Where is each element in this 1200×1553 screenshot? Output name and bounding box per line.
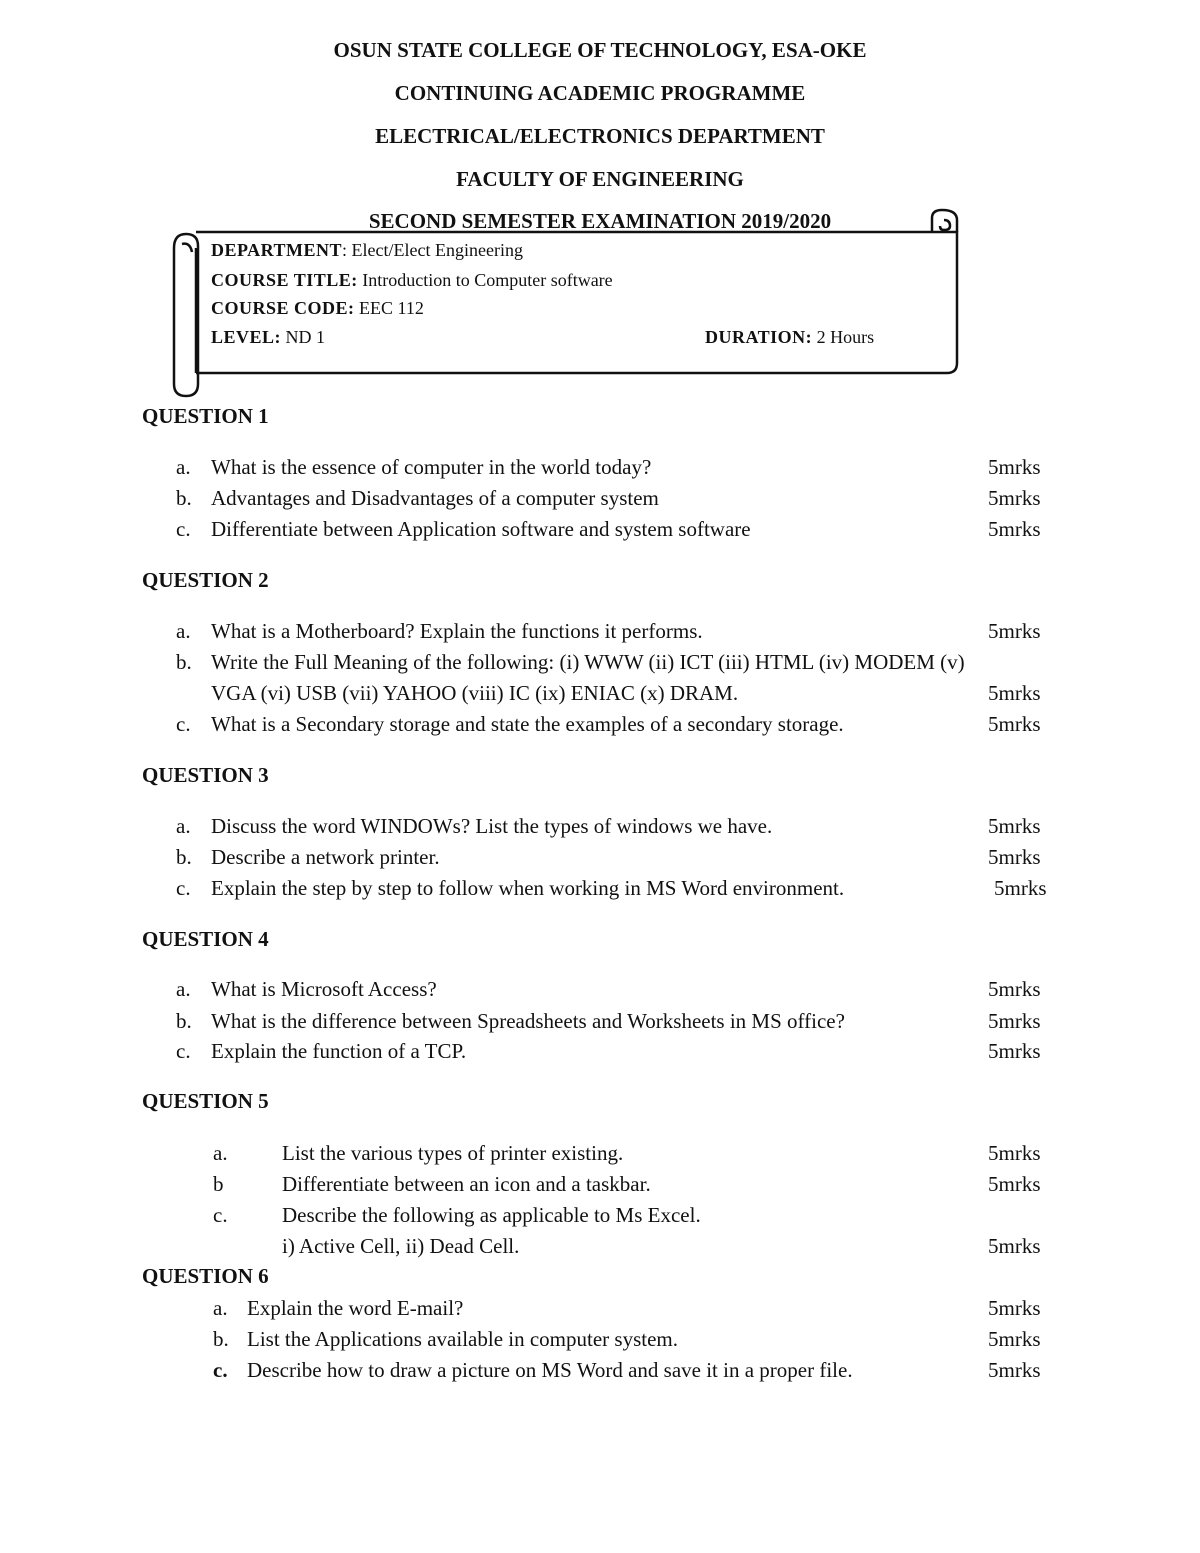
question-5a-label: a. [213, 1141, 228, 1165]
question-4-title: QUESTION 4 [142, 927, 269, 951]
question-3c-marks: 5mrks [994, 876, 1047, 900]
programme-name: CONTINUING ACADEMIC PROGRAMME [394, 81, 806, 105]
department-name: ELECTRICAL/ELECTRONICS DEPARTMENT [375, 124, 825, 148]
question-3c-label: c. [176, 876, 191, 900]
info-level-value: ND 1 [281, 327, 326, 347]
question-3b-marks: 5mrks [988, 845, 1041, 869]
question-5a-marks: 5mrks [988, 1141, 1041, 1165]
question-5-title: QUESTION 5 [142, 1089, 269, 1113]
question-2c-marks: 5mrks [988, 712, 1041, 736]
question-5c-text: Describe the following as applicable to Ms Excel. [282, 1203, 701, 1227]
info-course-title-value: Introduction to Computer software [357, 270, 613, 290]
question-4a-text: What is Microsoft Access? [211, 977, 437, 1001]
info-duration-label: DURATION: [705, 327, 813, 347]
question-4c-marks: 5mrks [988, 1039, 1041, 1063]
info-course-title [211, 270, 613, 291]
question-6c-label: c. [213, 1358, 228, 1382]
question-4b-text: What is the difference between Spreadsheets and Worksheets in MS office? [211, 1009, 845, 1033]
college-name: OSUN STATE COLLEGE OF TECHNOLOGY, ESA-OKE [333, 38, 867, 62]
question-4b-label: b. [176, 1009, 192, 1033]
info-department-label: DEPARTMENT [211, 240, 343, 260]
question-2c-text: What is a Secondary storage and state the examples of a secondary storage. [211, 712, 844, 736]
question-6a-label: a. [213, 1296, 228, 1320]
question-6c-marks: 5mrks [988, 1358, 1041, 1382]
info-level [211, 327, 325, 348]
question-5b-marks: 5mrks [988, 1172, 1041, 1196]
info-department [211, 240, 523, 261]
question-2b-text-line2: VGA (vi) USB (vii) YAHOO (viii) IC (ix) ENIAC (x) DRAM. [211, 681, 739, 705]
info-course-code-label: COURSE CODE: [211, 298, 355, 318]
info-course-title-label: COURSE TITLE: [211, 270, 358, 290]
info-duration [705, 327, 874, 348]
question-2b-label: b. [176, 650, 192, 674]
question-1b-marks: 5mrks [988, 486, 1041, 510]
question-1a-label: a. [176, 455, 191, 479]
question-4a-label: a. [176, 977, 191, 1001]
question-3b-text: Describe a network printer. [211, 845, 440, 869]
question-6a-marks: 5mrks [988, 1296, 1041, 1320]
question-2a-label: a. [176, 619, 191, 643]
question-3a-marks: 5mrks [988, 814, 1041, 838]
info-duration-value: 2 Hours [812, 327, 875, 347]
question-3a-text: Discuss the word WINDOWs? List the types of windows we have. [211, 814, 773, 838]
question-2b-text: Write the Full Meaning of the following: (i) WWW (ii) ICT (iii) HTML (iv) MODEM (v) [211, 650, 965, 674]
question-5c-marks: 5mrks [988, 1234, 1041, 1258]
question-3-title: QUESTION 3 [142, 763, 269, 787]
faculty-name: FACULTY OF ENGINEERING [456, 167, 744, 191]
question-2b-marks: 5mrks [988, 681, 1041, 705]
question-1a-text: What is the essence of computer in the world today? [211, 455, 652, 479]
question-1-title: QUESTION 1 [142, 404, 269, 428]
question-2a-text: What is a Motherboard? Explain the functions it performs. [211, 619, 703, 643]
question-6c-text: Describe how to draw a picture on MS Word and save it in a proper file. [247, 1358, 853, 1382]
question-5c-text-line2: i) Active Cell, ii) Dead Cell. [282, 1234, 520, 1258]
question-6b-label: b. [213, 1327, 229, 1351]
question-3b-label: b. [176, 845, 192, 869]
question-2-title: QUESTION 2 [142, 568, 269, 592]
info-course-code-value: EEC 112 [354, 298, 424, 318]
question-6a-text: Explain the word E-mail? [247, 1296, 464, 1320]
question-4c-label: c. [176, 1039, 191, 1063]
question-4c-text: Explain the function of a TCP. [211, 1039, 467, 1063]
question-6-title: QUESTION 6 [142, 1264, 269, 1288]
question-5c-label: c. [213, 1203, 228, 1227]
question-4b-marks: 5mrks [988, 1009, 1041, 1033]
question-1c-label: c. [176, 517, 191, 541]
question-2a-marks: 5mrks [988, 619, 1041, 643]
info-department-value: : Elect/Elect Engineering [342, 240, 523, 260]
question-1c-text: Differentiate between Application software and system software [211, 517, 751, 541]
question-1b-text: Advantages and Disadvantages of a computer system [211, 486, 659, 510]
question-1c-marks: 5mrks [988, 517, 1041, 541]
question-3c-text: Explain the step by step to follow when working in MS Word environment. [211, 876, 845, 900]
question-5b-text: Differentiate between an icon and a taskbar. [282, 1172, 651, 1196]
question-1b-label: b. [176, 486, 192, 510]
question-6b-text: List the Applications available in computer system. [247, 1327, 678, 1351]
info-level-label: LEVEL: [211, 327, 282, 347]
question-5a-text: List the various types of printer existing. [282, 1141, 624, 1165]
question-4a-marks: 5mrks [988, 977, 1041, 1001]
question-3a-label: a. [176, 814, 191, 838]
exam-title: SECOND SEMESTER EXAMINATION 2019/2020 [368, 209, 832, 233]
question-6b-marks: 5mrks [988, 1327, 1041, 1351]
info-course-code [211, 298, 424, 319]
question-1a-marks: 5mrks [988, 455, 1041, 479]
question-2c-label: c. [176, 712, 191, 736]
question-5b-label: b [213, 1172, 224, 1196]
